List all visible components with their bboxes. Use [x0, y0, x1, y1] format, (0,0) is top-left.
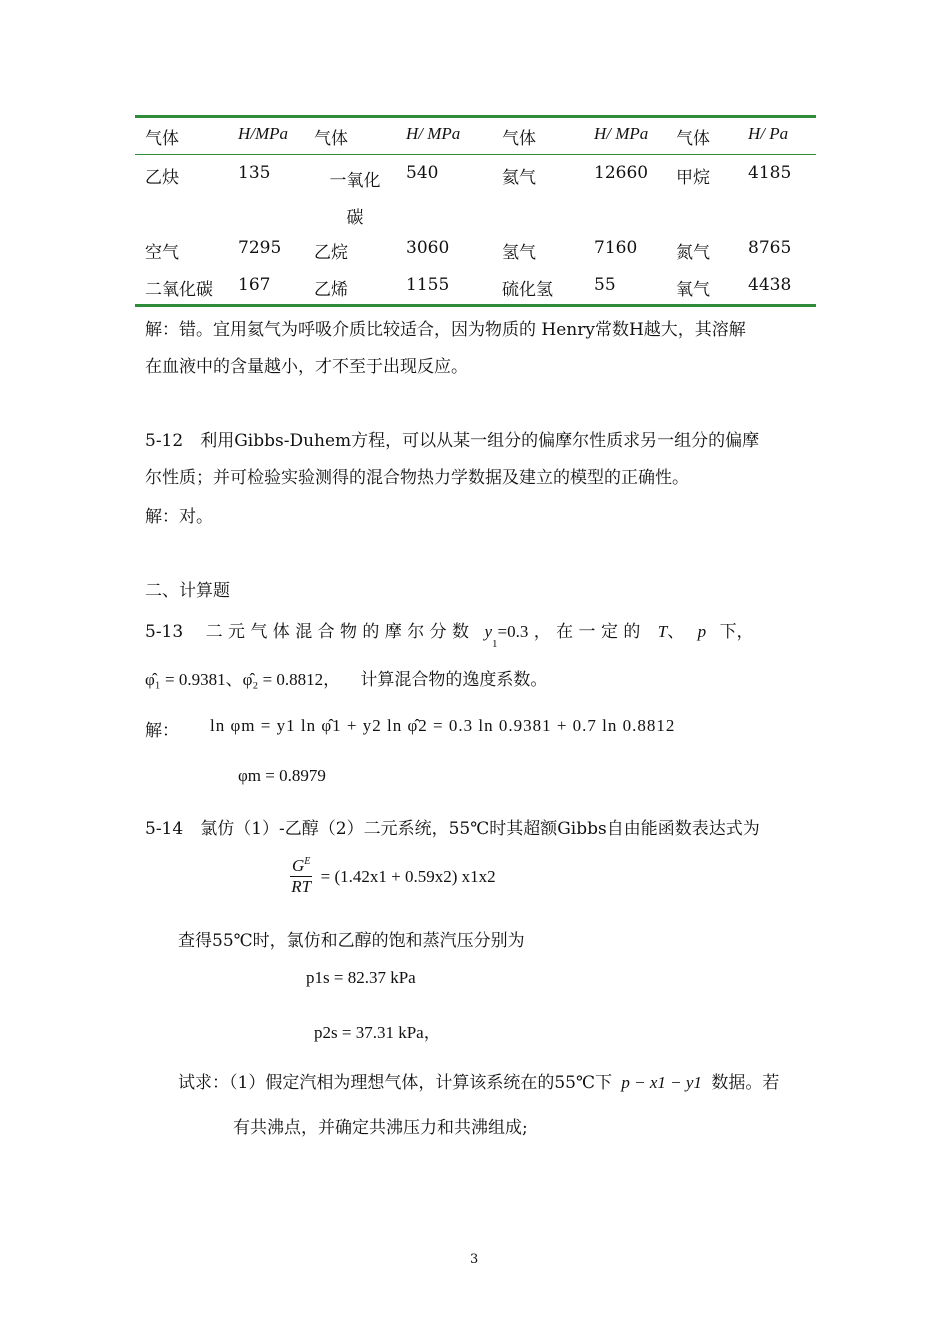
task-line1 [178, 1068, 779, 1093]
answer-5-12: 解：对。 [145, 507, 213, 527]
ge-num: G [292, 856, 305, 875]
table-cell: 乙炔 [145, 168, 179, 188]
table-cell: 甲烷 [676, 168, 710, 188]
ge-equation [290, 856, 496, 897]
table-header-rule [135, 154, 816, 155]
header-h-3: H/ MPa [594, 124, 649, 143]
header-h-4: H/ Pa [748, 124, 789, 143]
table-cell: 氦气 [502, 168, 536, 188]
p1-saturation: p1s = 82.37 kPa [306, 968, 416, 987]
answer-5-11-line2: 在血液中的含量越小，才不至于出现反应。 [145, 357, 468, 377]
q513-down: 下， [719, 622, 754, 642]
table-cell: 一氧化碳 [329, 171, 381, 228]
table-cell: 135 [238, 163, 271, 183]
q513-y1-value: =0.3 [497, 622, 529, 641]
ge-den: RT [291, 877, 312, 896]
table-cell: 空气 [145, 243, 179, 263]
q513-phi-values: φ̂₁ = 0.9381、φ̂₂ = 0.8812， [145, 670, 341, 689]
table-cell: 167 [238, 275, 271, 295]
table-cell: 乙烯 [314, 280, 348, 300]
table-cell: 4185 [748, 163, 792, 183]
table-cell: 55 [594, 275, 616, 295]
table-cell: 8765 [748, 238, 792, 258]
question-5-12-line2: 尔性质；并可检验实验测得的混合物热力学数据及建立的模型的正确性。 [145, 468, 689, 488]
table-cell: 1155 [406, 275, 450, 295]
q513-task: 计算混合物的逸度系数。 [360, 670, 548, 689]
table-cell: 4438 [748, 275, 792, 295]
answer-5-13-label: 解： [145, 721, 179, 741]
header-gas-3: 气体 [502, 129, 536, 149]
question-5-13-line1 [145, 617, 754, 650]
table-cell: 氧气 [676, 280, 710, 300]
task-line2: 有共沸点，并确定共沸压力和共沸组成; [233, 1118, 528, 1138]
table-cell: 氮气 [676, 243, 710, 263]
q513-text: 5-13 二 元 气 体 混 合 物 的 摩 尔 分 数 [145, 622, 470, 642]
answer-5-11-line1: 解：错。宜用氦气为呼吸介质比较适合，因为物质的 Henry常数H越大，其溶解 [145, 320, 746, 340]
table-cell: 3060 [406, 238, 450, 258]
table-cell: 氢气 [502, 243, 536, 263]
header-h-2: H/ MPa [406, 124, 461, 143]
pxy-expression: p − x1 − y1 [621, 1073, 702, 1092]
table-cell: 乙烷 [314, 243, 348, 263]
header-gas-2: 气体 [314, 129, 348, 149]
question-5-13-phi-values [145, 665, 547, 690]
table-cell: 二氧化碳 [145, 280, 213, 300]
table-cell: 7295 [238, 238, 282, 258]
page-number: 3 [470, 1252, 479, 1267]
p2-saturation: p2s = 37.31 kPa， [314, 1023, 441, 1042]
q513-y1: $y_1$ [484, 622, 498, 650]
task-text: 试求：（1）假定汽相为理想气体，计算该系统在的55℃下 [178, 1073, 612, 1093]
task-tail: 数据。若 [711, 1073, 780, 1093]
q513-sep: 、 [667, 622, 685, 642]
table-cell: 540 [406, 163, 439, 183]
header-h-1: H/MPa [238, 124, 289, 143]
ge-fraction [290, 856, 312, 897]
header-gas-1: 气体 [145, 129, 179, 149]
q513-tail: ， 在 一 定 的 [533, 622, 641, 642]
table-cell: 硫化氢 [502, 280, 553, 300]
question-5-12-line1: 5-12 利用Gibbs-Duhem方程，可以从某一组分的偏摩尔性质求另一组分的偏摩 [145, 431, 760, 451]
question-5-14-line1: 5-14 氯仿（1）-乙醇（2）二元系统，55℃时其超额Gibbs自由能函数表达式为 [145, 819, 760, 839]
ge-rhs: = (1.42x1 + 0.59x2) x1x2 [320, 866, 496, 886]
q513-T: T [657, 622, 668, 641]
vapor-pressure-intro: 查得55℃时，氯仿和乙醇的饱和蒸汽压分别为 [178, 931, 525, 951]
header-gas-4: 气体 [676, 129, 710, 149]
table-bottom-rule [135, 304, 816, 307]
table-top-rule [135, 115, 816, 118]
table-cell: 12660 [594, 163, 649, 183]
section-title: 二、计算题 [145, 581, 230, 601]
ge-sup: E [304, 856, 311, 867]
table-cell: 7160 [594, 238, 638, 258]
answer-5-13-eq2: φm = 0.8979 [238, 766, 326, 785]
q513-p: p [697, 622, 707, 641]
answer-5-13-eq1: ln φm = y1 ln φ̂1 + y2 ln φ̂2 = 0.3 ln 0.9381 + 0.7 ln 0.8812 [210, 716, 676, 735]
